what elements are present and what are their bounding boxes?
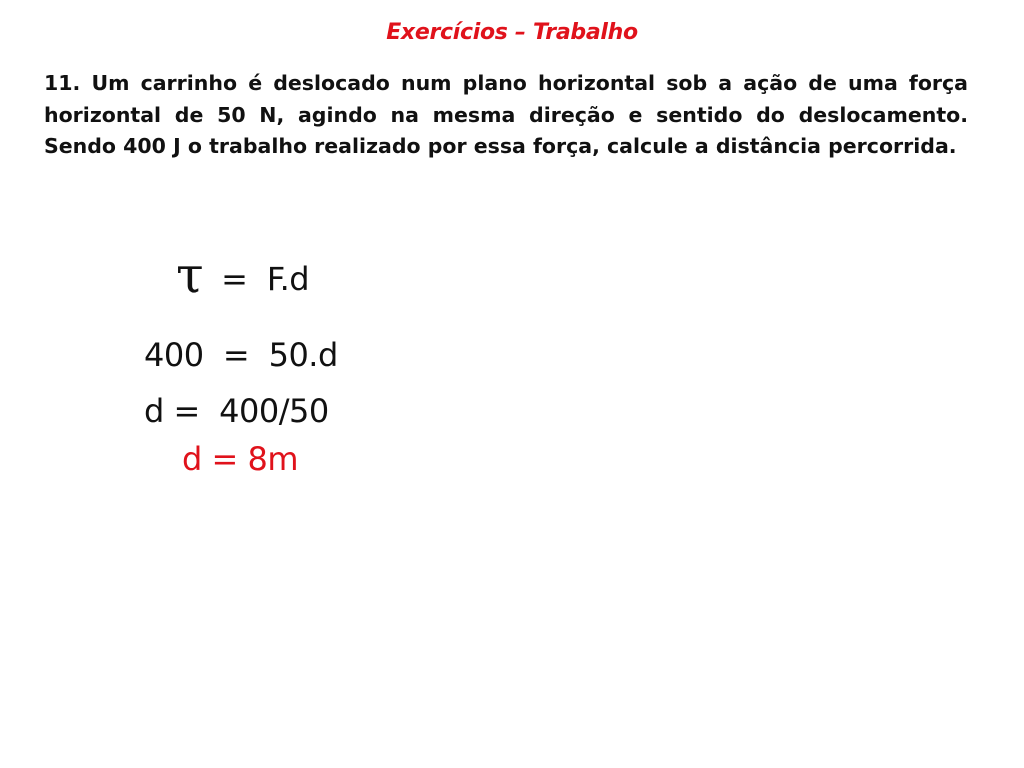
final-answer: d = 8m: [182, 440, 298, 478]
tau-symbol: τ: [176, 246, 204, 304]
calculation-step-1: 400 = 50.d: [144, 336, 338, 374]
calculation-step-2: d = 400/50: [144, 392, 329, 430]
formula-line: [176, 246, 309, 304]
formula-rhs: = F.d: [221, 260, 310, 298]
problem-statement: 11. Um carrinho é deslocado num plano horizontal sob a ação de uma força horizontal de 50 N, agindo na mesma direção e sentido do deslocamento. Sendo 400 J o trabalho realizado por essa força, calcule a distância percorrida.: [44, 71, 968, 158]
slide-title: Exercícios – Trabalho: [386, 20, 638, 45]
